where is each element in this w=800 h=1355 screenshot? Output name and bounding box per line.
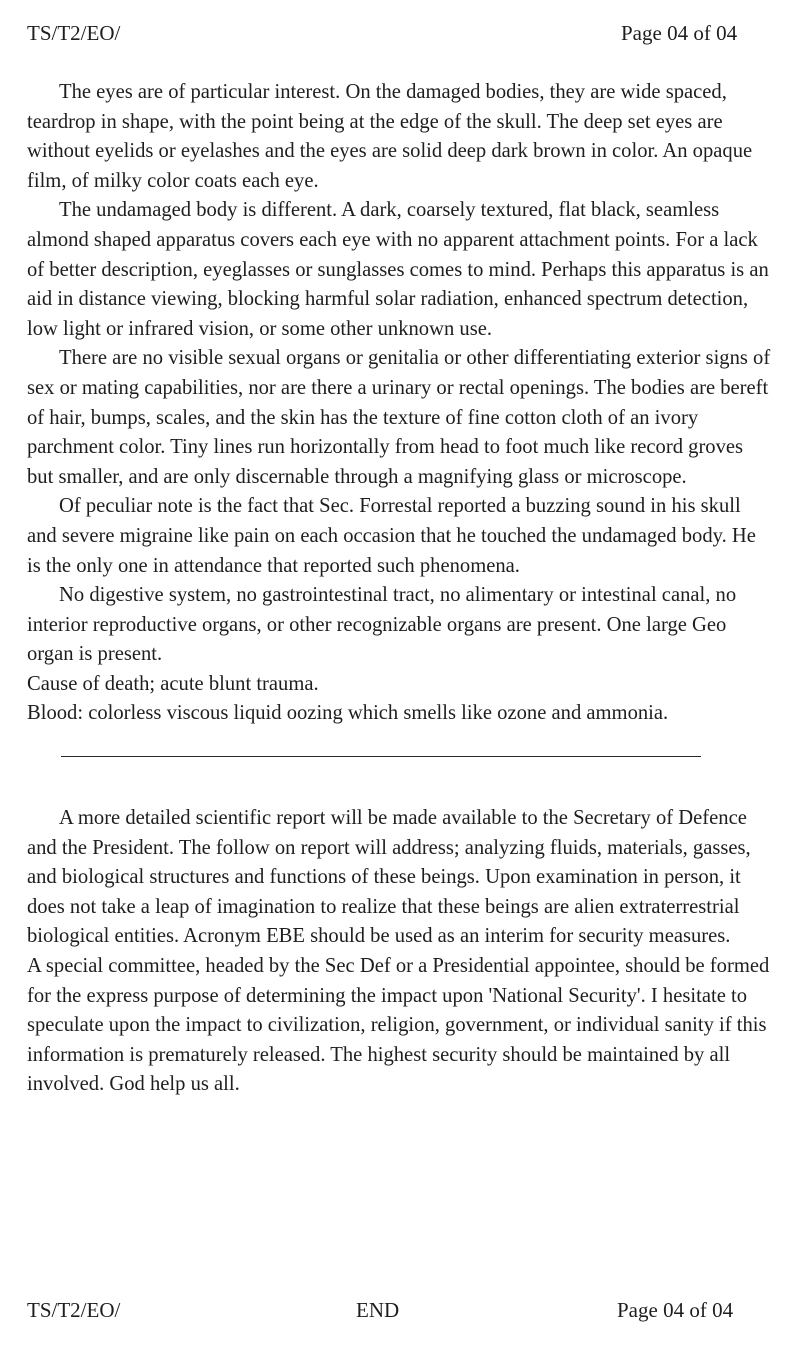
page-number: Page 04 of 04 — [621, 21, 738, 45]
section-divider — [61, 756, 701, 757]
paragraph-follow-on-report: A more detailed scientific report will be made available to the Secretary of Defence and the President. The follow on report will address; analyzing fluids, materials, gasses, and biological structures and functions of these beings. Upon examination in person, it does not take a leap of imagination to realize that these beings are alien extraterrestrial biological entities. Acronym EBE should be used as an interim for security measures. — [27, 807, 751, 948]
paragraph-eyes: The eyes are of particular interest. On the damaged bodies, they are wide spaced, teardrop in shape, with the point being at the edge of the skull. The deep set eyes are without eyelids or eyelashes and the eyes are solid deep dark brown in color. An opaque film, of milky color coats each eye. — [27, 81, 753, 192]
page-footer — [0, 1295, 800, 1325]
footer-end-marker: END — [356, 1298, 400, 1322]
footer-classification-code: TS/T2/EO/ — [27, 1298, 121, 1322]
classification-code: TS/T2/EO/ — [27, 21, 121, 45]
paragraph-cause-of-death: Cause of death; acute blunt trauma. — [27, 672, 319, 695]
page-header — [0, 18, 800, 48]
paragraph-undamaged-body: The undamaged body is different. A dark, coarsely textured, flat black, seamless almond shaped apparatus covers each eye with no apparent attachment points. For a lack of better description, eyeglasses or sunglasses comes to mind. Perhaps this apparatus is an aid in distance viewing, blocking harmful solar radiation, enhanced spectrum detection, low light or infrared vision, or some other unknown use. — [27, 199, 769, 340]
paragraph-forrestal: Of peculiar note is the fact that Sec. Forrestal reported a buzzing sound in his skull and severe migraine like pain on each occasion that he touched the undamaged body. He is the only one in attendance that reported such phenomena. — [27, 495, 756, 577]
paragraph-exterior: There are no visible sexual organs or genitalia or other differentiating exterior signs of sex or mating capabilities, nor are there a urinary or rectal openings. The bodies are bereft of hair, bumps, scales, and the skin has the texture of fine cotton cloth of an ivory parchment color. Tiny lines run horizontally from head to foot much like record groves but smaller, and are only discernable through a magnifying glass or microscope. — [27, 347, 771, 488]
document-body — [27, 78, 772, 1100]
paragraph-special-committee: A special committee, headed by the Sec Def or a Presidential appointee, should be formed for the express purpose of determining the impact upon 'National Security'. I hesitate to speculate upon the impact to civilization, religion, government, or individual sanity if this information is prematurely released. The highest security should be maintained by all involved. God help us all. — [27, 955, 770, 1096]
paragraph-blood: Blood: colorless viscous liquid oozing which smells like ozone and ammonia. — [27, 702, 669, 725]
paragraph-organs: No digestive system, no gastrointestinal tract, no alimentary or intestinal canal, no interior reproductive organs, or other recognizable organs are present. One large Geo organ is present. — [27, 584, 737, 666]
footer-page-number: Page 04 of 04 — [617, 1298, 734, 1322]
